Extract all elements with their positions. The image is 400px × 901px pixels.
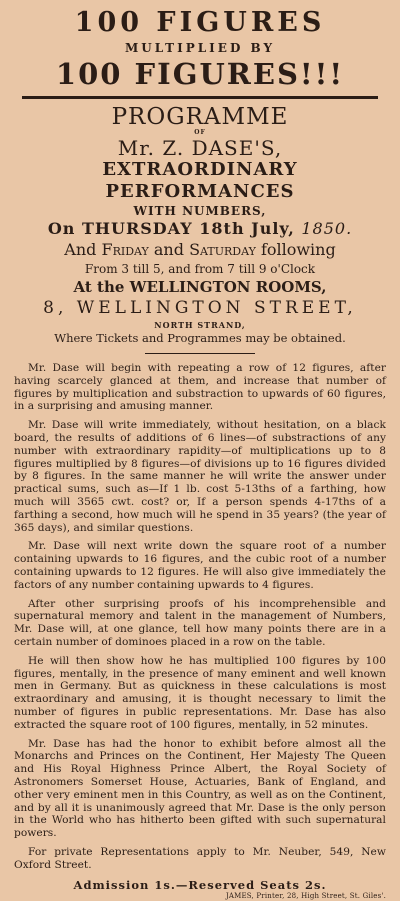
paragraph-3: Mr. Dase will next write down the square root of a number containing upwards to 16 figures, and the cubic root of a number containing upwards to 12 figures. He will also give immediately the factors of any number containing upwards to 4 figures. bbox=[14, 540, 386, 591]
friday-mid: and bbox=[153, 240, 184, 259]
friday-and: And bbox=[64, 240, 97, 259]
with-numbers: WITH NUMBERS, bbox=[133, 204, 267, 218]
paragraph-2: Mr. Dase will write immediately, without hesitation, on a black board, the results of additions of 6 lines—of substractions of any number with extraordinary rapidity—of multiplications up to 8 figures multiplied by 8 figures—of divisions up to 16 figures divided by 8 figures. In the same manner he will write the answer under practical sums, such as—If 1 lb. cost 5-13ths of a farthing, how much will 3565 cwt. cost? or, If a person spends 4-17ths of a farthing a second, how much will he spend in 35 years? (the year of 365 days), and similar questions. bbox=[14, 419, 386, 534]
printer-credit: JAMES, Printer, 28, High Street, St. Giles'. bbox=[225, 892, 386, 901]
paragraph-6: Mr. Dase has had the honor to exhibit before almost all the Monarchs and Princes on the Continent, Her Majesty The Queen and His Royal Highness Prince Albert, the Royal Society of Astronomers Somerset House, Actuaries, Bank of England, and other very eminent men in this Country, as well as on the Continent, and by all it is unanimously agreed that Mr. Dase is the only person in the World who has hitherto been gifted with such supernatural powers. bbox=[14, 737, 386, 840]
divider-thin bbox=[145, 353, 255, 354]
paragraph-1: Mr. Dase will begin with repeating a row of 12 figures, after having scarcely glanced at them, and increase that number of figures by multiplication and substraction to upwards of 60 figures, in a surprising and amusing manner. bbox=[14, 362, 386, 413]
paragraph-4: After other surprising proofs of his incomprehensible and supernatural memory and talent in the management of Numbers, Mr. Dase will, at one glance, tell how many points there are in a certain number of dominoes placed in a row on the table. bbox=[14, 597, 386, 648]
handwritten-year: 1850. bbox=[301, 219, 353, 238]
performances-title: EXTRAORDINARY PERFORMANCES bbox=[102, 159, 298, 202]
date-text: On THURSDAY 18th July, bbox=[47, 219, 295, 238]
venue-street: 8, WELLINGTON STREET, bbox=[43, 298, 357, 318]
headline-middle: MULTIPLIED BY bbox=[124, 41, 276, 55]
venue-name: At the WELLINGTON ROOMS, bbox=[73, 278, 327, 296]
date-line bbox=[14, 219, 386, 239]
admission-prices: Admission 1s.—Reserved Seats 2s. bbox=[73, 878, 327, 893]
headline-top: 100 FIGURES bbox=[74, 7, 326, 38]
saturday-word: Saturday bbox=[189, 240, 256, 259]
friday-word: Friday bbox=[101, 240, 149, 259]
programme-of: OF bbox=[194, 129, 206, 136]
paragraph-7: For private Representations apply to Mr. Neuber, 549, New Oxford Street. bbox=[14, 845, 386, 871]
following-days bbox=[14, 239, 386, 261]
performer-name: Mr. Z. DASE'S, bbox=[117, 136, 283, 160]
paragraph-5: He will then show how he has multiplied 100 figures by 100 figures, mentally, in the presence of many eminent and well known men in Germany. But as quickness in these calculations is most extraordinary and amusing, it is thought necessary to limit the number of figures in public representations. Mr. Dase has also extracted the square root of 100 figures, mentally, in 52 minutes. bbox=[14, 654, 386, 731]
tickets-note: Where Tickets and Programmes may be obtained. bbox=[54, 331, 346, 345]
divider-thick bbox=[22, 96, 378, 99]
friday-end: following bbox=[260, 240, 336, 259]
venue-strand: NORTH STRAND, bbox=[154, 320, 246, 330]
programme-title: PROGRAMME bbox=[111, 104, 289, 130]
headline-bottom: 100 FIGURES!!! bbox=[55, 57, 345, 91]
performance-hours: From 3 till 5, and from 7 till 9 o'Clock bbox=[84, 262, 316, 276]
